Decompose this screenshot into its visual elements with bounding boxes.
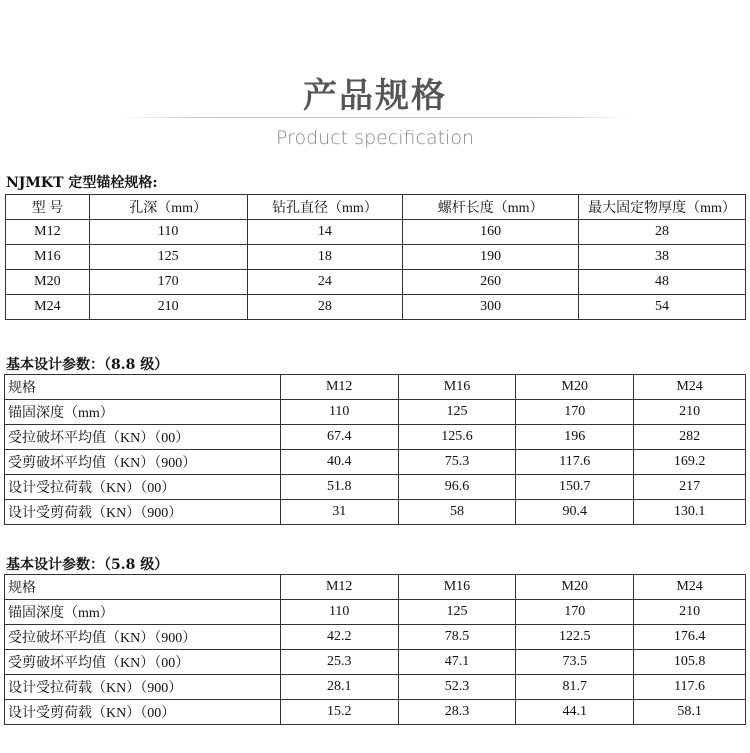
table-cell: M16 bbox=[6, 245, 90, 270]
table-cell: 42.2 bbox=[280, 625, 398, 650]
table-row bbox=[5, 625, 746, 650]
table-cell: 90.4 bbox=[516, 500, 634, 525]
table-cell: 125 bbox=[398, 600, 516, 625]
table-cell: 196 bbox=[516, 425, 634, 450]
table-cell: 52.3 bbox=[398, 675, 516, 700]
table-cell: 51.8 bbox=[280, 475, 398, 500]
table-cell: 67.4 bbox=[280, 425, 398, 450]
table-cell: 设计受拉荷载（KN）（900） bbox=[5, 675, 281, 700]
table-row bbox=[5, 500, 746, 525]
table-cell: 160 bbox=[403, 220, 579, 245]
table-cell: 18 bbox=[247, 245, 403, 270]
spec-table bbox=[5, 194, 746, 320]
table-header-cell: 规格 bbox=[5, 375, 281, 400]
table-header-cell: M16 bbox=[398, 375, 516, 400]
table-cell: 28.1 bbox=[280, 675, 398, 700]
table-header-row bbox=[5, 375, 746, 400]
table-header-row bbox=[6, 195, 746, 220]
table-cell: 14 bbox=[247, 220, 403, 245]
table-cell: 锚固深度（mm） bbox=[5, 400, 281, 425]
params-88-table bbox=[4, 374, 746, 525]
table-header-cell: M24 bbox=[634, 375, 746, 400]
table-header-row bbox=[5, 575, 746, 600]
table-cell: 217 bbox=[634, 475, 746, 500]
table-row bbox=[6, 220, 746, 245]
params-58-table bbox=[4, 574, 746, 725]
table-cell: 73.5 bbox=[516, 650, 634, 675]
table-row bbox=[5, 425, 746, 450]
table-cell: 170 bbox=[89, 270, 247, 295]
table-cell: 260 bbox=[403, 270, 579, 295]
table-header-cell: M24 bbox=[634, 575, 746, 600]
table-cell: 44.1 bbox=[516, 700, 634, 725]
table-cell: 48 bbox=[579, 270, 746, 295]
table-row bbox=[5, 400, 746, 425]
page-subtitle: Product specification bbox=[275, 127, 474, 149]
table-cell: 28 bbox=[579, 220, 746, 245]
table-cell: 117.6 bbox=[516, 450, 634, 475]
table-cell: 28.3 bbox=[398, 700, 516, 725]
table-header-cell: 型 号 bbox=[6, 195, 90, 220]
table-cell: 125 bbox=[398, 400, 516, 425]
table-cell: 210 bbox=[634, 400, 746, 425]
table-row bbox=[6, 245, 746, 270]
table-cell: 96.6 bbox=[398, 475, 516, 500]
table-cell: 122.5 bbox=[516, 625, 634, 650]
table-cell: 169.2 bbox=[634, 450, 746, 475]
table-cell: 282 bbox=[634, 425, 746, 450]
table-header-cell: 钻孔直径（mm） bbox=[247, 195, 403, 220]
table-cell: 58.1 bbox=[634, 700, 746, 725]
table-cell: 81.7 bbox=[516, 675, 634, 700]
page-title: 产品规格 bbox=[303, 76, 447, 116]
table-header-cell: 孔深（mm） bbox=[89, 195, 247, 220]
table-cell: 受剪破坏平均值（KN）（00） bbox=[5, 650, 281, 675]
table-cell: 40.4 bbox=[280, 450, 398, 475]
table-row bbox=[5, 600, 746, 625]
table-cell: 54 bbox=[579, 295, 746, 320]
table-cell: 210 bbox=[634, 600, 746, 625]
table-cell: 25.3 bbox=[280, 650, 398, 675]
table-row bbox=[6, 295, 746, 320]
table-cell: 110 bbox=[89, 220, 247, 245]
table-cell: 170 bbox=[516, 400, 634, 425]
table-cell: 125 bbox=[89, 245, 247, 270]
table-row bbox=[5, 450, 746, 475]
table-cell: 24 bbox=[247, 270, 403, 295]
table-row bbox=[5, 700, 746, 725]
table-header-cell: M12 bbox=[280, 575, 398, 600]
table-header-cell: 螺杆长度（mm） bbox=[403, 195, 579, 220]
table-row bbox=[6, 270, 746, 295]
table-cell: 受拉破坏平均值（KN）（900） bbox=[5, 625, 281, 650]
table-cell: 38 bbox=[579, 245, 746, 270]
spec-table-title: NJMKT 定型锚栓规格: bbox=[6, 175, 158, 191]
table-cell: 设计受剪荷载（KN）（900） bbox=[5, 500, 281, 525]
table-cell: 210 bbox=[89, 295, 247, 320]
params-88-title: 基本设计参数：（8.8 级） bbox=[6, 357, 169, 373]
table-cell: 130.1 bbox=[634, 500, 746, 525]
table-cell: 15.2 bbox=[280, 700, 398, 725]
table-cell: 170 bbox=[516, 600, 634, 625]
table-header-cell: M16 bbox=[398, 575, 516, 600]
table-cell: 150.7 bbox=[516, 475, 634, 500]
table-cell: 47.1 bbox=[398, 650, 516, 675]
table-header-cell: M20 bbox=[516, 575, 634, 600]
params-58-title: 基本设计参数：（5.8 级） bbox=[6, 557, 169, 573]
table-cell: 300 bbox=[403, 295, 579, 320]
table-cell: 受剪破坏平均值（KN）（900） bbox=[5, 450, 281, 475]
table-header-cell: M20 bbox=[516, 375, 634, 400]
table-cell: 75.3 bbox=[398, 450, 516, 475]
table-cell: 锚固深度（mm） bbox=[5, 600, 281, 625]
table-cell: 190 bbox=[403, 245, 579, 270]
table-cell: 28 bbox=[247, 295, 403, 320]
table-cell: 78.5 bbox=[398, 625, 516, 650]
table-cell: 58 bbox=[398, 500, 516, 525]
table-header-cell: M12 bbox=[280, 375, 398, 400]
table-cell: 176.4 bbox=[634, 625, 746, 650]
table-cell: 125.6 bbox=[398, 425, 516, 450]
table-row bbox=[5, 675, 746, 700]
table-cell: 设计受剪荷载（KN）（00） bbox=[5, 700, 281, 725]
table-header-cell: 规格 bbox=[5, 575, 281, 600]
table-cell: M12 bbox=[6, 220, 90, 245]
table-row bbox=[5, 650, 746, 675]
table-cell: M20 bbox=[6, 270, 90, 295]
table-cell: 设计受拉荷载（KN）（00） bbox=[5, 475, 281, 500]
table-cell: 110 bbox=[280, 600, 398, 625]
table-cell: 31 bbox=[280, 500, 398, 525]
table-cell: 117.6 bbox=[634, 675, 746, 700]
table-cell: M24 bbox=[6, 295, 90, 320]
table-header-cell: 最大固定物厚度（mm） bbox=[579, 195, 746, 220]
title-divider bbox=[118, 117, 632, 118]
table-cell: 受拉破坏平均值（KN）（00） bbox=[5, 425, 281, 450]
table-row bbox=[5, 475, 746, 500]
table-cell: 105.8 bbox=[634, 650, 746, 675]
table-cell: 110 bbox=[280, 400, 398, 425]
